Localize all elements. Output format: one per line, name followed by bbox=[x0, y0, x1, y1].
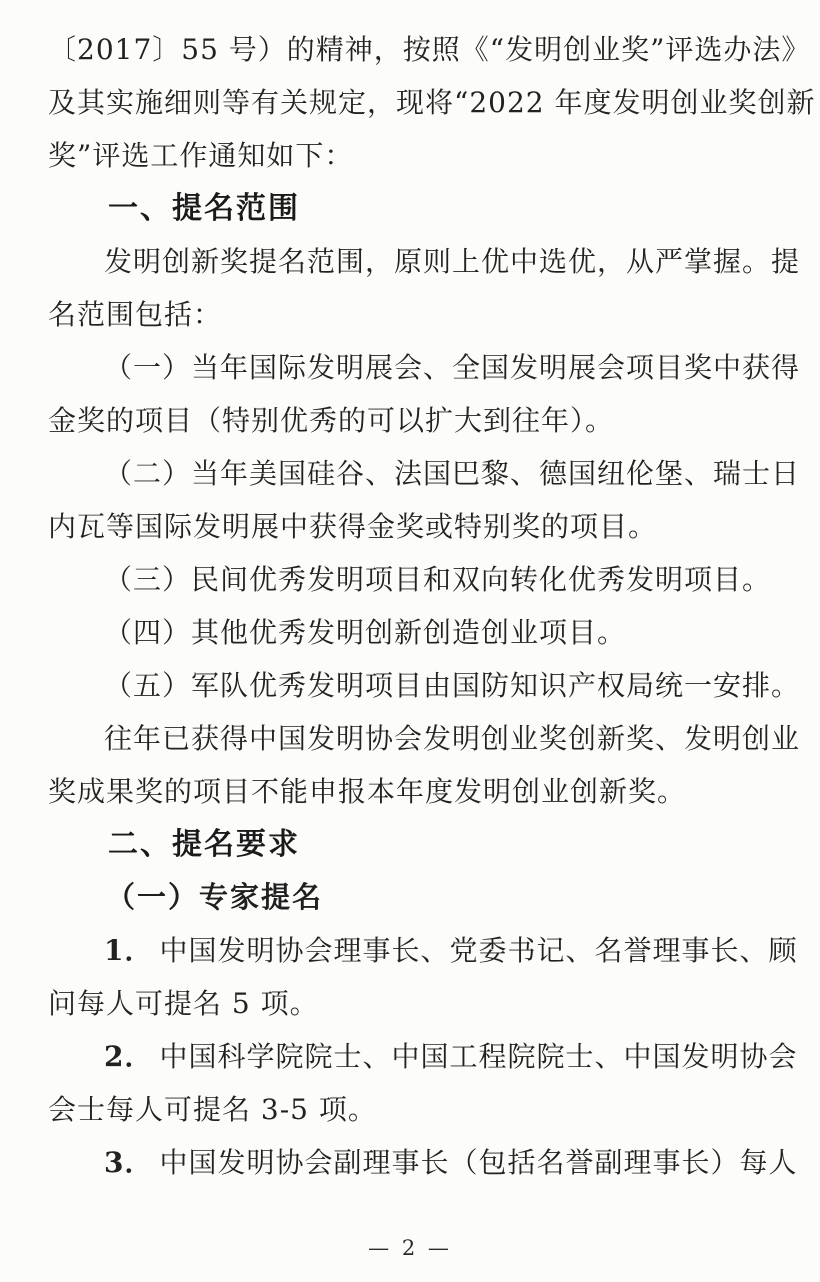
text-line: （四）其他优秀发明创新创造创业项目。 bbox=[104, 616, 627, 649]
list-number: 1． bbox=[104, 934, 154, 967]
text-line: 名范围包括： bbox=[48, 298, 223, 331]
text-line: （二）当年美国硅谷、法国巴黎、德国纽伦堡、瑞士日 bbox=[104, 457, 801, 490]
text-line: 二、提名要求 bbox=[108, 827, 300, 862]
page-number: — 2 — bbox=[368, 1236, 452, 1260]
text-line: 1． 中国发明协会理事长、党委书记、名誉理事长、顾 bbox=[104, 934, 798, 967]
text-line: 发明创新奖提名范围，原则上优中选优，从严掌握。提 bbox=[104, 245, 801, 278]
text-line: 会士每人可提名 3-5 项。 bbox=[48, 1093, 377, 1126]
text-line: 内瓦等国际发明展中获得金奖或特别奖的项目。 bbox=[48, 510, 658, 543]
text-line: 一、提名范围 bbox=[108, 191, 300, 226]
text-line: （三）民间优秀发明项目和双向转化优秀发明项目。 bbox=[104, 563, 772, 596]
text-line: （一）专家提名 bbox=[106, 880, 324, 914]
text-line: 3． 中国发明协会副理事长（包括名誉副理事长）每人 bbox=[104, 1146, 798, 1179]
text-line: 2． 中国科学院院士、中国工程院院士、中国发明协会 bbox=[104, 1040, 798, 1073]
text-line: 往年已获得中国发明协会发明创业奖创新奖、发明创业 bbox=[104, 722, 801, 755]
text-line: 奖成果奖的项目不能申报本年度发明创业创新奖。 bbox=[48, 775, 687, 808]
text-line: （一）当年国际发明展会、全国发明展会项目奖中获得 bbox=[104, 351, 801, 384]
text-line: 〔2017〕55 号）的精神，按照《“发明创业奖”评选办法》 bbox=[48, 33, 811, 66]
text-line: 及其实施细则等有关规定，现将“2022 年度发明创业奖创新 bbox=[48, 86, 816, 119]
list-number: 3． bbox=[104, 1146, 154, 1179]
list-number: 2． bbox=[104, 1040, 154, 1073]
text-line: （五）军队优秀发明项目由国防知识产权局统一安排。 bbox=[104, 669, 801, 702]
text-line: 奖”评选工作通知如下： bbox=[48, 139, 354, 172]
text-line: 问每人可提名 5 项。 bbox=[48, 987, 319, 1020]
text-line: 金奖的项目（特别优秀的可以扩大到往年）。 bbox=[48, 404, 615, 437]
